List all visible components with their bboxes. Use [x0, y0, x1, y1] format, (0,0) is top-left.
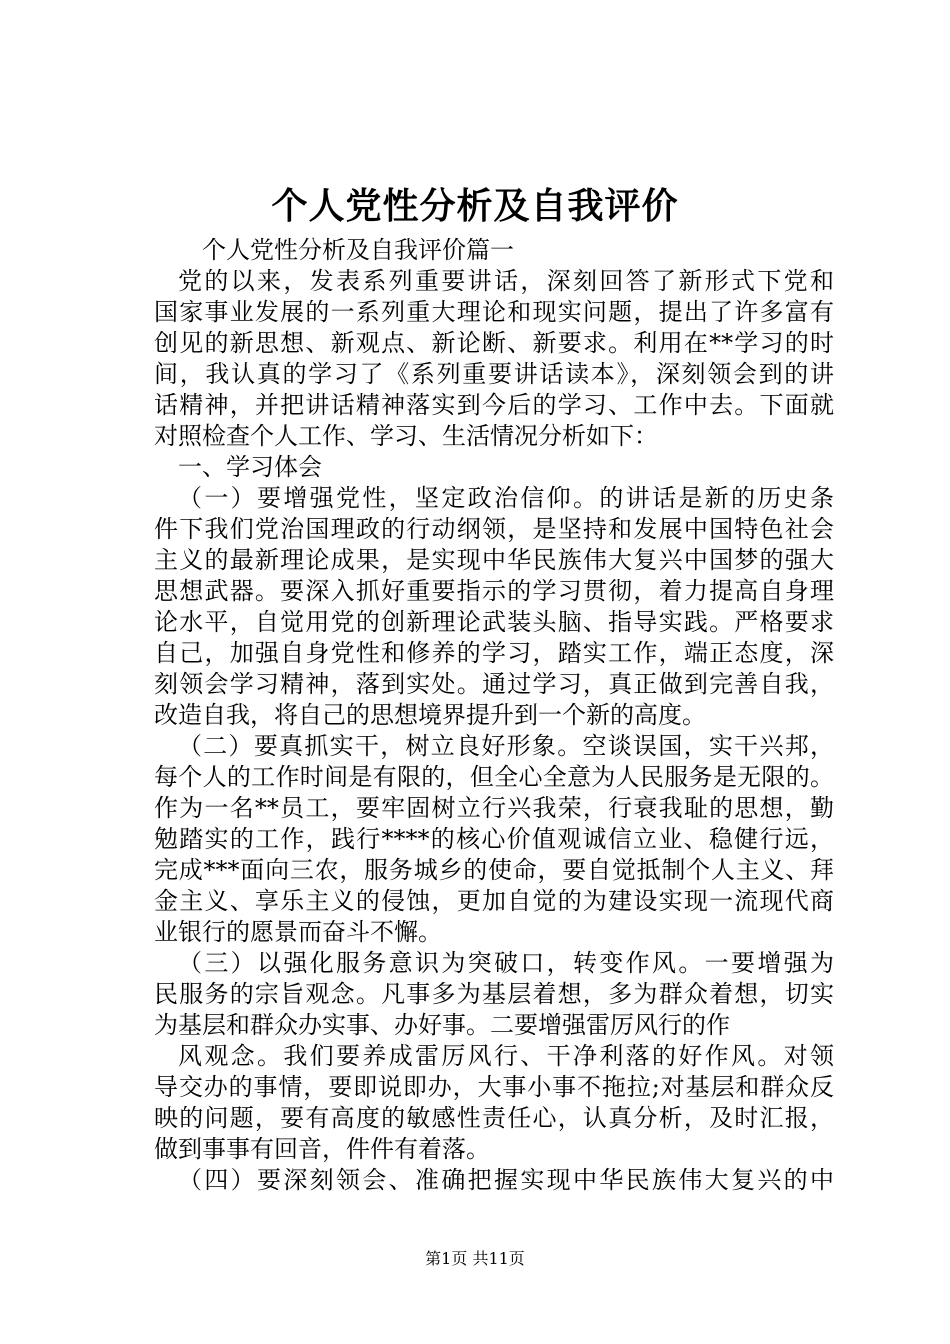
paragraph-line: 论水平，自觉用党的创新理论武装头脑、指导实践。严格要求 [154, 608, 834, 636]
paragraph-line: 间，我认真的学习了《系列重要讲话读本》，深刻领会到的讲 [154, 360, 834, 388]
paragraph-line: 件下我们党治国理政的行动纲领，是坚持和发展中国特色社会 [154, 515, 834, 543]
paragraph-line: 改造自我，将自己的思想境界提升到一个新的高度。 [154, 701, 706, 729]
paragraph-line: 思想武器。要深入抓好重要指示的学习贯彻，着力提高自身理 [154, 577, 834, 605]
paragraph-line: 话精神，并把讲话精神落实到今后的学习、工作中去。下面就 [154, 391, 834, 419]
paragraph-line: 为基层和群众办实事、办好事。二要增强雷厉风行的作 [154, 1011, 730, 1039]
paragraph-line: 刻领会学习精神，落到实处。通过学习，真正做到完善自我， [154, 670, 834, 698]
paragraph-line: 风观念。我们要养成雷厉风行、干净利落的好作风。对领 [178, 1042, 834, 1070]
section-heading: 个人党性分析及自我评价篇一 [202, 236, 514, 264]
paragraph-line: 自己，加强自身党性和修养的学习，踏实工作，端正态度，深 [154, 639, 834, 667]
paragraph-line: （二）要真抓实干，树立良好形象。空谈误国，实干兴邦， [178, 732, 834, 760]
paragraph-line: 作为一名**员工，要牢固树立行兴我荣，行衰我耻的思想，勤 [154, 794, 834, 822]
paragraph-line: 民服务的宗旨观念。凡事多为基层着想，多为群众着想，切实 [154, 980, 834, 1008]
paragraph-line: 创见的新思想、新观点、新论断、新要求。利用在**学习的时 [154, 329, 834, 357]
section-heading: 一、学习体会 [178, 453, 322, 481]
paragraph-line: 导交办的事情，要即说即办，大事小事不拖拉;对基层和群众反 [154, 1073, 834, 1101]
paragraph-line: 对照检查个人工作、学习、生活情况分析如下： [154, 422, 658, 450]
paragraph-line: （三）以强化服务意识为突破口，转变作风。一要增强为 [178, 949, 834, 977]
paragraph-line: （四）要深刻领会、准确把握实现中华民族伟大复兴的中 [178, 1166, 834, 1194]
document-body [154, 235, 834, 1196]
document-title: 个人党性分析及自我评价 [271, 185, 679, 227]
paragraph-line: 做到事事有回音，件件有着落。 [154, 1135, 490, 1163]
paragraph-line: 金主义、享乐主义的侵蚀，更加自觉的为建设实现一流现代商 [154, 887, 834, 915]
paragraph-line: 国家事业发展的一系列重大理论和现实问题，提出了许多富有 [154, 298, 834, 326]
paragraph-line: 业银行的愿景而奋斗不懈。 [154, 918, 442, 946]
paragraph-line: 党的以来，发表系列重要讲话，深刻回答了新形式下党和 [178, 267, 834, 295]
page-number-footer: 第1页 共11页 [425, 1249, 525, 1268]
paragraph-line: 勉踏实的工作，践行****的核心价值观诚信立业、稳健行远， [154, 825, 834, 853]
paragraph-line: 主义的最新理论成果，是实现中华民族伟大复兴中国梦的强大 [154, 546, 834, 574]
paragraph-line: 每个人的工作时间是有限的，但全心全意为人民服务是无限的。 [154, 763, 834, 791]
paragraph-line: （一）要增强党性，坚定政治信仰。的讲话是新的历史条 [178, 484, 834, 512]
paragraph-line: 映的问题，要有高度的敏感性责任心，认真分析，及时汇报， [154, 1104, 834, 1132]
paragraph-line: 完成***面向三农，服务城乡的使命，要自觉抵制个人主义、拜 [154, 856, 834, 884]
